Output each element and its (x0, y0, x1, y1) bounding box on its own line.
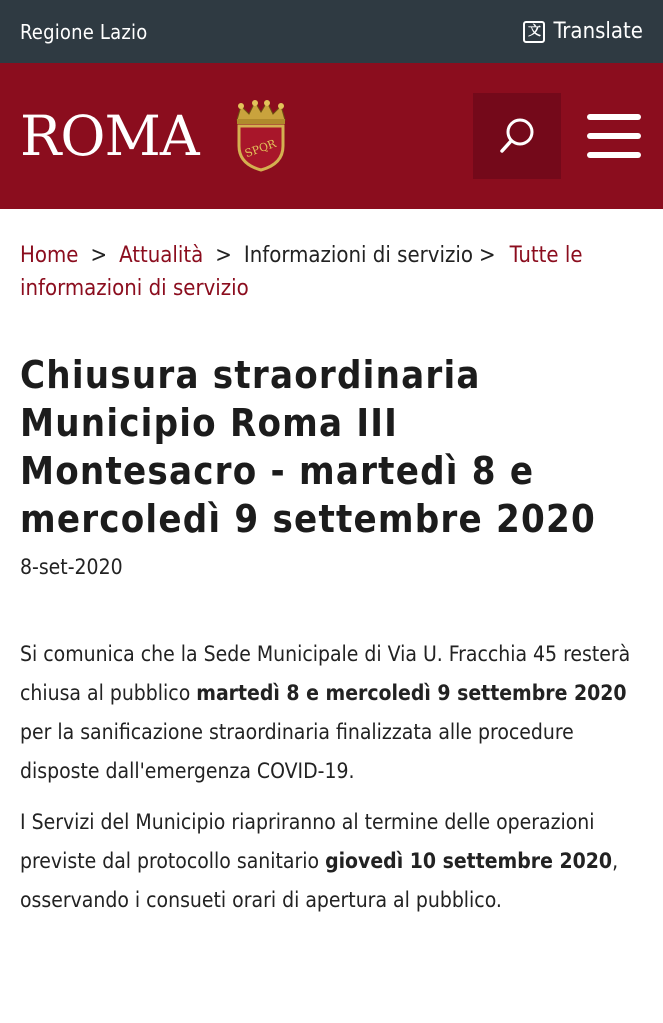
breadcrumb-all-service-info[interactable]: Tutte le informazioni di servizio (20, 243, 583, 301)
breadcrumb-separator: > (478, 243, 496, 268)
highlight-dates: martedì 8 e mercoledì 9 settembre 2020 (196, 681, 627, 705)
breadcrumb-home[interactable]: Home (20, 243, 79, 268)
text: Si comunica che la Sede Municipale di Via U. Fracchia 45 resterà chiusa al pubblico (20, 642, 631, 705)
translate-icon: 文 (523, 21, 545, 43)
paragraph-2 (20, 803, 643, 920)
roma-crest-icon (233, 100, 289, 172)
search-icon (497, 116, 537, 156)
publish-date: 8-set-2020 (20, 555, 123, 579)
breadcrumb-separator: > (215, 243, 232, 268)
breadcrumb-attualita[interactable]: Attualità (119, 243, 204, 268)
site-header (0, 63, 663, 209)
header-actions (473, 93, 641, 179)
highlight-reopen-date: giovedì 10 settembre 2020 (325, 849, 613, 873)
paragraph-1 (20, 635, 643, 791)
breadcrumb-current: Informazioni di servizio (243, 243, 473, 268)
text: I Servizi del Municipio riapriranno al termine delle operazioni previste dal protocollo sanitario (20, 810, 595, 873)
page-title: Chiusura straordinaria Municipio Roma III Montesacro - martedì 8 e mercoledì 9 settembre 2020 (20, 353, 596, 541)
menu-icon[interactable] (587, 114, 641, 158)
region-link[interactable]: Regione Lazio (20, 19, 148, 44)
breadcrumb-separator: > (90, 243, 108, 268)
brand[interactable] (20, 100, 289, 172)
text: per la sanificazione straordinaria finalizzata alle procedure disposte dall'emergenza COVID-19. (20, 720, 574, 783)
translate-label: Translate (553, 19, 643, 44)
crest-text: SPQR (242, 136, 278, 161)
search-button[interactable] (473, 93, 561, 179)
translate-button[interactable] (523, 19, 643, 44)
roma-logo[interactable]: ROMA (20, 104, 199, 168)
top-bar (0, 0, 663, 63)
article-body (20, 635, 643, 920)
text: , osservando i consueti orari di apertura al pubblico. (20, 849, 619, 912)
breadcrumb (0, 209, 663, 305)
